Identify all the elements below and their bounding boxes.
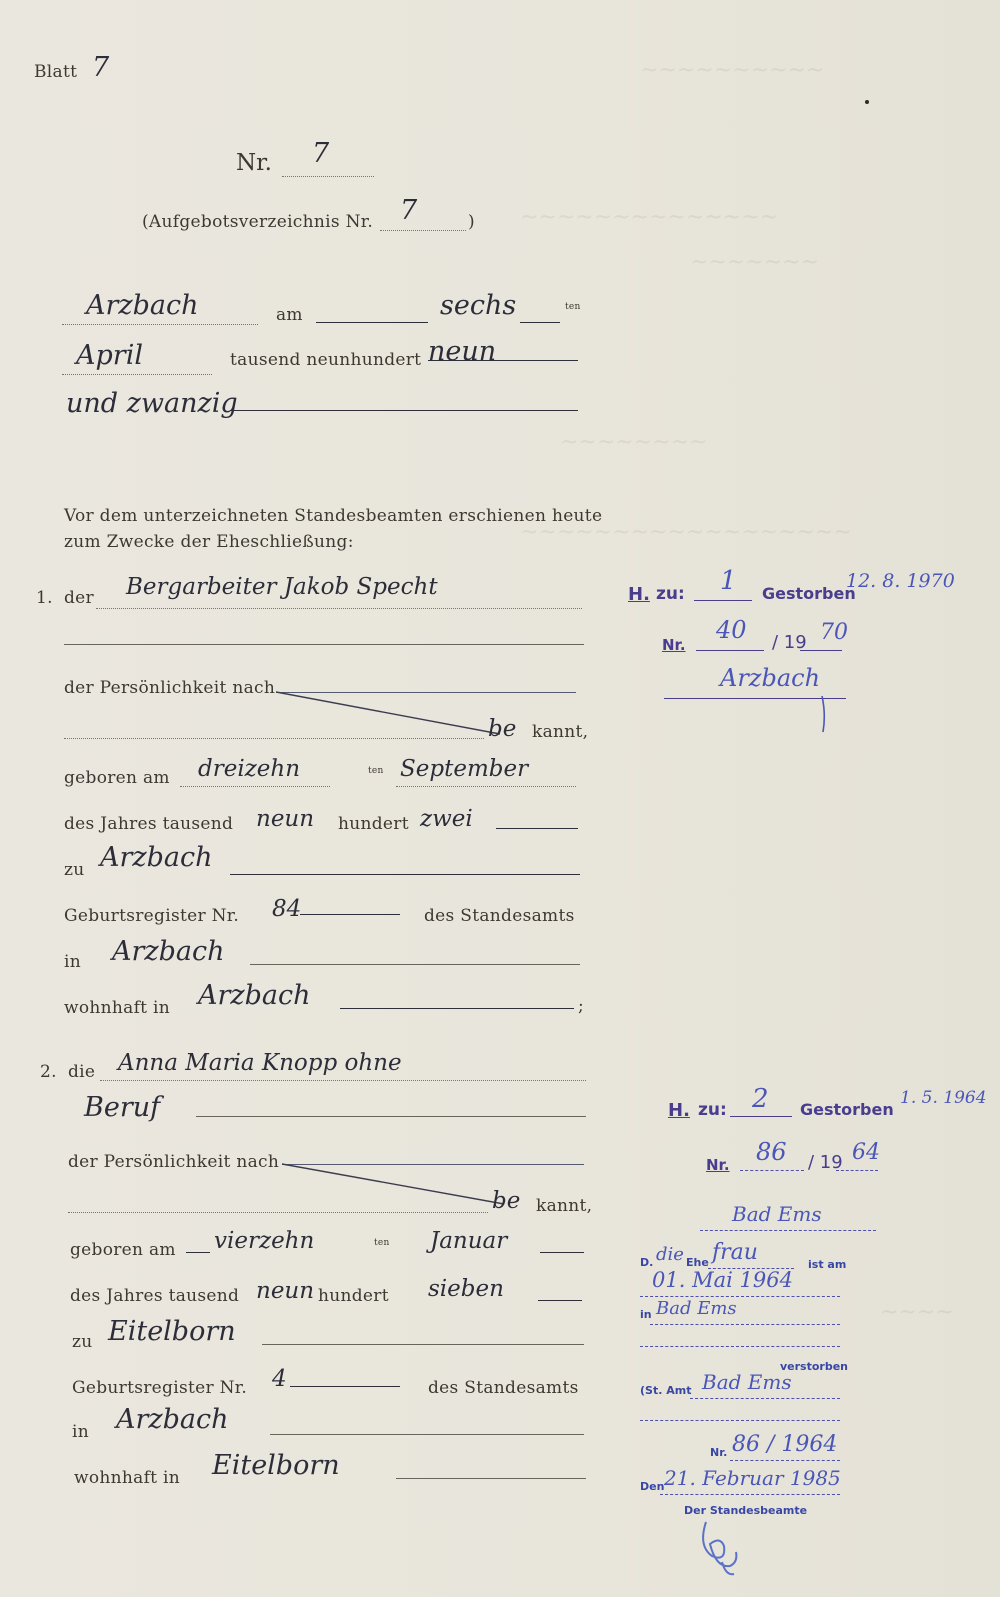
- bleed-through-text: ~~~~~~~~~~~~~~: [520, 205, 779, 230]
- stamp2-nr-value: 86: [756, 1138, 787, 1166]
- intro-line2: zum Zwecke der Eheschließung:: [64, 532, 354, 552]
- person2-wohnhaft-label: wohnhaft in: [74, 1468, 180, 1488]
- stamp2-year-value: 64: [852, 1140, 880, 1165]
- stamp1-year-prefix: / 19: [772, 632, 807, 653]
- stamp3-st-amt-value: Bad Ems: [702, 1370, 792, 1394]
- person2-reg-no-line: [290, 1386, 400, 1387]
- day-pre-line: [316, 322, 428, 323]
- intro-line1: Vor dem unterzeichneten Standesbeamten erschienen heute: [64, 506, 603, 526]
- year-part1-line: [428, 360, 578, 361]
- person2-birth-place: Eitelborn: [108, 1316, 236, 1347]
- person1-reg-no-line: [300, 914, 400, 915]
- aufgebot-number: 7: [400, 195, 418, 226]
- stamp1-year-line: [800, 650, 842, 651]
- stamp2-h-label: H.: [668, 1100, 690, 1121]
- stamp3-nr-label: Nr.: [710, 1446, 728, 1459]
- person1-year-b-line: [496, 828, 578, 829]
- stamp2-zu-line: [730, 1116, 792, 1117]
- place-line: [62, 324, 258, 325]
- aufgebot-label: (Aufgebotsverzeichnis Nr.: [142, 212, 374, 232]
- person2-year-a: neun: [256, 1278, 315, 1304]
- person2-reg-no: 4: [272, 1366, 287, 1392]
- stamp1-date: 12. 8. 1970: [846, 570, 955, 592]
- stamp1-zu-label: zu:: [656, 584, 685, 604]
- stamp1-stroke: [818, 696, 830, 736]
- place: Arzbach: [86, 290, 199, 321]
- person1-in-label: in: [64, 952, 81, 972]
- person2-year-b: sieben: [428, 1276, 504, 1302]
- bleed-through-text: ~~~~~~~~~~~~~~~~~~: [520, 520, 852, 545]
- month-line: [62, 374, 212, 375]
- year-part2: und zwanzig: [66, 388, 238, 419]
- person2-birth-day-suffix: ten: [374, 1238, 390, 1248]
- person1-residence-line: [340, 1008, 574, 1009]
- person1-zu-label: zu: [64, 860, 85, 880]
- person2-strike-line: [282, 1162, 512, 1212]
- day: sechs: [440, 290, 517, 321]
- person2-number: 2.: [40, 1062, 57, 1082]
- person1-birth-place-line: [230, 874, 580, 875]
- bleed-through-text: ~~~~~~~~: [560, 430, 708, 455]
- month: April: [76, 340, 143, 371]
- stamp3-date-line: [640, 1296, 840, 1297]
- person1-birth-place: Arzbach: [100, 842, 213, 873]
- person1-bekannt-line: [64, 738, 484, 739]
- person1-jahres-label: des Jahres tausend: [64, 814, 234, 834]
- day-post-line: [520, 322, 560, 323]
- person1-birth-month-line: [396, 786, 576, 787]
- record-number-label: Nr.: [236, 150, 272, 176]
- person1-birth-day-line: [180, 786, 330, 787]
- tausend-label: tausend neunhundert: [230, 350, 422, 370]
- person2-name-cont: Beruf: [84, 1092, 161, 1123]
- day-suffix: ten: [565, 302, 581, 312]
- record-number: 7: [312, 138, 330, 169]
- person2-birth-pre-line: [186, 1252, 210, 1253]
- blatt-label: Blatt: [34, 62, 78, 82]
- stamp3-verstorben-label: verstorben: [780, 1360, 849, 1373]
- bleed-through-text: ~~~~~~~: [690, 250, 820, 275]
- stamp3-place-line: [650, 1324, 840, 1325]
- person2-bekannt-suffix: kannt,: [536, 1196, 593, 1216]
- person1-birth-month: September: [400, 756, 529, 782]
- stamp3-nr-value: 86 / 1964: [732, 1432, 838, 1457]
- stamp1-gestorben-label: Gestorben: [762, 584, 856, 603]
- person2-persoenlichkeit: der Persönlichkeit nach: [68, 1152, 280, 1172]
- year-part1: neun: [428, 336, 497, 367]
- person1-birth-day: dreizehn: [198, 756, 301, 782]
- record-number-line: [282, 176, 374, 177]
- person1-wohnhaft-label: wohnhaft in: [64, 998, 170, 1018]
- stamp1-nr-line: [696, 650, 764, 651]
- stamp2-gestorben-label: Gestorben: [800, 1100, 894, 1119]
- person1-standesamts-label: des Standesamts: [424, 906, 575, 926]
- aufgebot-line: [380, 230, 466, 231]
- person2-birth-month-line: [540, 1252, 584, 1253]
- stamp2-nr-line: [740, 1170, 804, 1171]
- stamp1-zu-value: 1: [720, 566, 737, 596]
- stamp1-h-label: H.: [628, 584, 650, 605]
- person2-bekannt-line: [68, 1212, 488, 1213]
- stamp3-date: 01. Mai 1964: [652, 1268, 793, 1292]
- stamp1-zu-line: [694, 600, 752, 601]
- stamp2-zu-value: 2: [752, 1084, 769, 1114]
- person2-name-line: [100, 1080, 586, 1081]
- stamp3-ehe-label: Ehe: [686, 1256, 709, 1269]
- stamp3-blank-line: [640, 1346, 840, 1347]
- person1-year-a: neun: [256, 806, 315, 832]
- person2-bekannt-hand: be: [492, 1188, 521, 1214]
- person2-residence: Eitelborn: [212, 1450, 340, 1481]
- person2-jahres-label: des Jahres tausend: [70, 1286, 240, 1306]
- person1-name: Bergarbeiter Jakob Specht: [126, 574, 438, 600]
- blatt-number: 7: [92, 52, 110, 83]
- person2-birth-month: Januar: [430, 1228, 508, 1254]
- stamp3-die: die: [656, 1244, 684, 1265]
- person1-year-b: zwei: [420, 806, 473, 832]
- person1-semicolon: ;: [578, 996, 585, 1016]
- person2-in-label: in: [72, 1422, 89, 1442]
- person1-reg-place: Arzbach: [112, 936, 225, 967]
- stamp3-st-amt-label: (St. Amt: [640, 1384, 692, 1397]
- stamp1-place: Arzbach: [720, 664, 821, 692]
- stamp2-place-line: [700, 1230, 876, 1231]
- person1-birth-day-suffix: ten: [368, 766, 384, 776]
- person2-standesamts-label: des Standesamts: [428, 1378, 579, 1398]
- person1-bekannt-hand: be: [488, 716, 517, 742]
- stamp1-nr-value: 40: [716, 616, 747, 644]
- person1-strike-line: [276, 690, 506, 740]
- person2-article: die: [68, 1062, 96, 1082]
- person1-bekannt-suffix: kannt,: [532, 722, 589, 742]
- stamp3-standesbeamte-label: Der Standesbeamte: [684, 1504, 808, 1517]
- person1-residence: Arzbach: [198, 980, 311, 1011]
- person1-article: der: [64, 588, 94, 608]
- stamp3-nr-line: [730, 1460, 840, 1461]
- person1-persoenlichkeit: der Persönlichkeit nach: [64, 678, 276, 698]
- stamp3-place: Bad Ems: [656, 1298, 737, 1319]
- person1-name-line: [96, 608, 582, 609]
- stamp2-nr-label: Nr.: [706, 1156, 730, 1174]
- stamp3-ehe-value: frau: [712, 1240, 758, 1265]
- stamp3-st-amt-line: [690, 1398, 840, 1399]
- ink-dot: [865, 100, 869, 104]
- person1-number: 1.: [36, 588, 53, 608]
- bleed-through-text: ~~~~: [880, 1300, 954, 1325]
- am-label: am: [276, 305, 303, 325]
- stamp2-place: Bad Ems: [732, 1202, 822, 1226]
- stamp3-blank-line2: [640, 1420, 840, 1421]
- stamp3-den-label: Den: [640, 1480, 665, 1493]
- person1-geburtsregister-label: Geburtsregister Nr.: [64, 906, 240, 926]
- person2-birth-place-line: [262, 1344, 584, 1345]
- stamp3-den-line: [660, 1494, 840, 1495]
- person1-name-line2: [64, 644, 584, 645]
- person1-hundert-label: hundert: [338, 814, 409, 834]
- person2-reg-place-line: [270, 1434, 584, 1435]
- person2-name-line2: [196, 1116, 586, 1117]
- person2-residence-line: [396, 1478, 586, 1479]
- person2-geburtsregister-label: Geburtsregister Nr.: [72, 1378, 248, 1398]
- person2-geboren-label: geboren am: [70, 1240, 176, 1260]
- stamp2-year-line: [836, 1170, 878, 1171]
- stamp1-year-value: 70: [820, 620, 848, 645]
- person2-birth-day: vierzehn: [214, 1228, 315, 1254]
- stamp2-date: 1. 5. 1964: [900, 1088, 987, 1108]
- person2-hundert-label: hundert: [318, 1286, 389, 1306]
- person1-geboren-label: geboren am: [64, 768, 170, 788]
- year-part2-line: [230, 410, 578, 411]
- person2-name: Anna Maria Knopp ohne: [118, 1050, 402, 1076]
- stamp3-in-label: in: [640, 1308, 652, 1321]
- stamp3-den-value: 21. Februar 1985: [664, 1466, 841, 1490]
- stamp1-nr-label: Nr.: [662, 636, 686, 654]
- aufgebot-close: ): [468, 212, 475, 232]
- stamp2-year-prefix: / 19: [808, 1152, 843, 1173]
- stamp3-ist-am-label: ist am: [808, 1258, 847, 1271]
- person2-reg-place: Arzbach: [116, 1404, 229, 1435]
- stamp3-d-label: D.: [640, 1256, 654, 1269]
- person2-year-b-line: [538, 1300, 582, 1301]
- person1-reg-no: 84: [272, 896, 302, 922]
- stamp2-zu-label: zu:: [698, 1100, 727, 1120]
- signature-icon: [696, 1516, 746, 1580]
- person1-reg-place-line: [250, 964, 580, 965]
- bleed-through-text: ~~~~~~~~~~: [640, 58, 825, 83]
- person2-zu-label: zu: [72, 1332, 93, 1352]
